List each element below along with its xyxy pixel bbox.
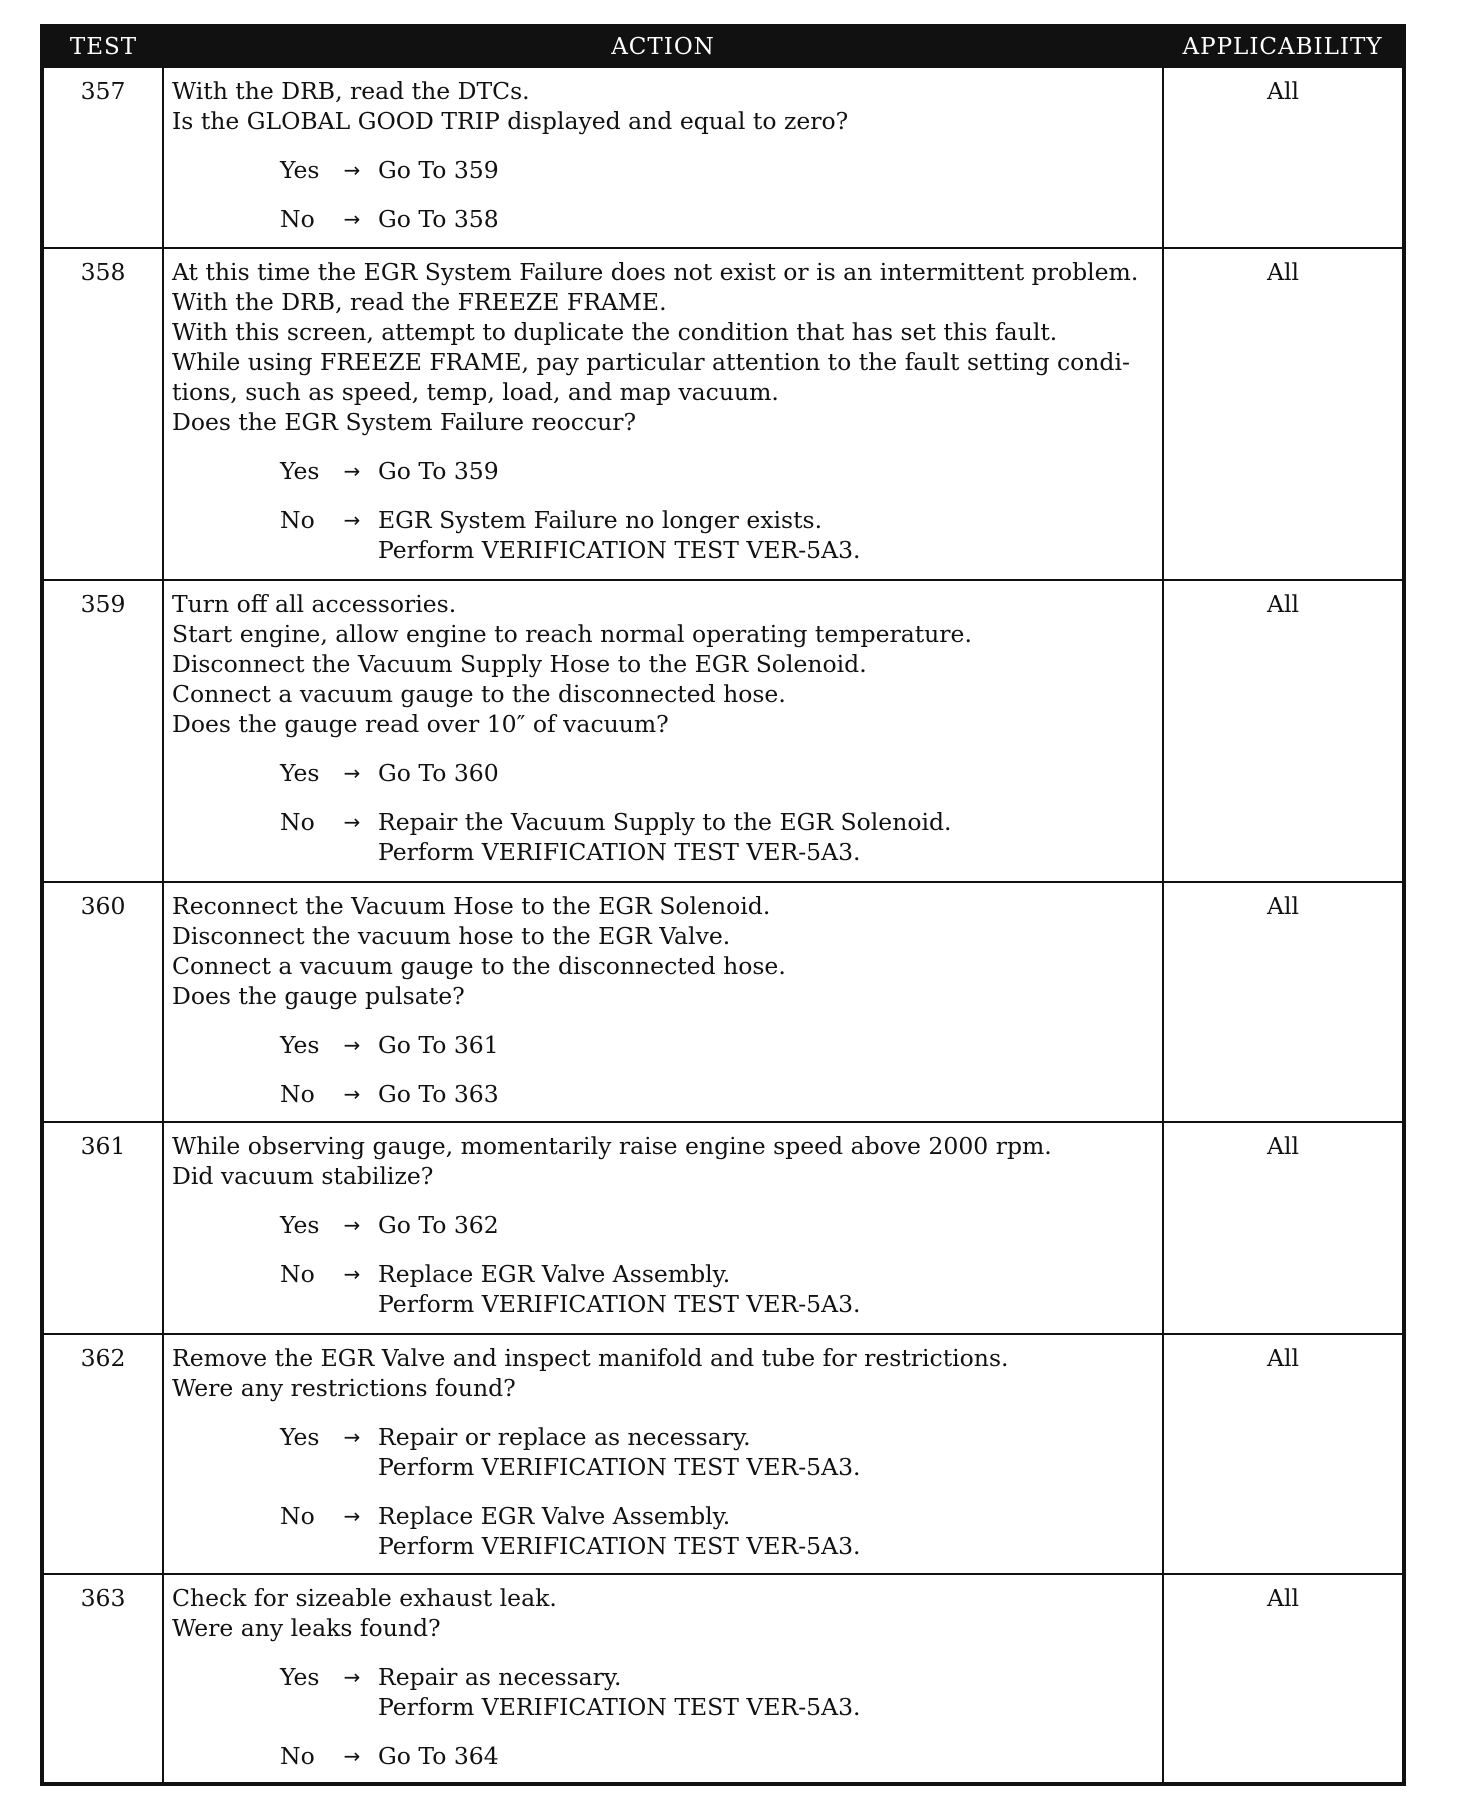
applicability-cell: All — [1163, 1574, 1404, 1784]
yes-label: Yes — [280, 1663, 320, 1691]
no-result-line: Perform VERIFICATION TEST VER-5A3. — [378, 1532, 861, 1560]
no-result-line: Go To 364 — [378, 1742, 499, 1770]
yes-result-line: Go To 359 — [378, 156, 499, 184]
yes-label: Yes — [280, 1031, 320, 1059]
instruction-line: With this screen, attempt to duplicate the condition that has set this fault. — [172, 318, 1058, 346]
no-branch — [280, 1079, 1154, 1109]
right-arrow-icon: → — [343, 158, 361, 182]
table-row — [42, 1122, 1404, 1334]
right-arrow-icon: → — [343, 508, 361, 532]
right-arrow-icon: → — [343, 207, 361, 231]
action-instructions — [172, 257, 1154, 437]
yes-branch — [280, 1662, 1154, 1722]
test-number: 363 — [42, 1574, 163, 1784]
instruction-line: tions, such as speed, temp, load, and map vacuum. — [172, 378, 779, 406]
instruction-line: With the DRB, read the DTCs. — [172, 77, 530, 105]
header-test: TEST — [42, 26, 163, 67]
header-applicability: APPLICABILITY — [1163, 26, 1404, 67]
no-result-line: Perform VERIFICATION TEST VER-5A3. — [378, 536, 861, 564]
no-result — [378, 807, 1154, 867]
no-branch — [280, 1259, 1154, 1319]
no-result-line: Go To 363 — [378, 1080, 499, 1108]
instruction-line: Does the EGR System Failure reoccur? — [172, 408, 637, 436]
action-instructions — [172, 891, 1154, 1011]
applicability-cell: All — [1163, 882, 1404, 1122]
no-branch — [280, 505, 1154, 565]
instruction-line: Did vacuum stabilize? — [172, 1162, 434, 1190]
no-result-line: Perform VERIFICATION TEST VER-5A3. — [378, 1290, 861, 1318]
test-number: 359 — [42, 580, 163, 882]
no-result-line: EGR System Failure no longer exists. — [378, 506, 823, 534]
no-result — [378, 505, 1154, 565]
no-result — [378, 1079, 1154, 1109]
instruction-line: Does the gauge read over 10″ of vacuum? — [172, 710, 669, 738]
instruction-line: Connect a vacuum gauge to the disconnected hose. — [172, 952, 786, 980]
instruction-line: Check for sizeable exhaust leak. — [172, 1584, 557, 1612]
yes-result — [378, 1210, 1154, 1240]
action-cell — [163, 882, 1163, 1122]
test-number: 361 — [42, 1122, 163, 1334]
right-arrow-icon: → — [343, 1504, 361, 1528]
no-label: No — [280, 506, 315, 534]
test-number: 358 — [42, 248, 163, 580]
no-result — [378, 204, 1154, 234]
yes-label: Yes — [280, 1423, 320, 1451]
yes-branch — [280, 1210, 1154, 1240]
yes-result — [378, 155, 1154, 185]
no-label: No — [280, 1742, 315, 1770]
yes-result — [378, 1662, 1154, 1722]
yes-branch — [280, 1030, 1154, 1060]
instruction-line: At this time the EGR System Failure does not exist or is an intermittent problem. — [172, 258, 1139, 286]
diagnostic-test-sheet — [40, 24, 1402, 1786]
right-arrow-icon: → — [343, 1425, 361, 1449]
action-cell — [163, 580, 1163, 882]
yes-result-line: Go To 361 — [378, 1031, 499, 1059]
table-body — [42, 67, 1404, 1784]
yes-result — [378, 758, 1154, 788]
instruction-line: Remove the EGR Valve and inspect manifold and tube for restrictions. — [172, 1344, 1009, 1372]
yes-result-line: Perform VERIFICATION TEST VER-5A3. — [378, 1453, 861, 1481]
action-instructions — [172, 1583, 1154, 1643]
no-result-line: Go To 358 — [378, 205, 499, 233]
no-result-line: Repair the Vacuum Supply to the EGR Solenoid. — [378, 808, 952, 836]
right-arrow-icon: → — [343, 1213, 361, 1237]
instruction-line: Disconnect the vacuum hose to the EGR Valve. — [172, 922, 731, 950]
right-arrow-icon: → — [343, 1082, 361, 1106]
applicability-cell: All — [1163, 248, 1404, 580]
instruction-line: Were any leaks found? — [172, 1614, 441, 1642]
instruction-line: Connect a vacuum gauge to the disconnected hose. — [172, 680, 786, 708]
no-label: No — [280, 1502, 315, 1530]
no-branch — [280, 1501, 1154, 1561]
right-arrow-icon: → — [343, 1262, 361, 1286]
action-instructions — [172, 1131, 1154, 1191]
no-branch — [280, 1741, 1154, 1771]
yes-result — [378, 1422, 1154, 1482]
no-branch — [280, 204, 1154, 234]
instruction-line: Were any restrictions found? — [172, 1374, 516, 1402]
right-arrow-icon: → — [343, 1665, 361, 1689]
yes-result — [378, 456, 1154, 486]
instruction-line: Disconnect the Vacuum Supply Hose to the EGR Solenoid. — [172, 650, 867, 678]
right-arrow-icon: → — [343, 459, 361, 483]
table-row — [42, 1574, 1404, 1784]
table-row — [42, 67, 1404, 248]
yes-label: Yes — [280, 457, 320, 485]
instruction-line: While using FREEZE FRAME, pay particular attention to the fault setting condi- — [172, 348, 1130, 376]
no-result-line: Perform VERIFICATION TEST VER-5A3. — [378, 838, 861, 866]
applicability-cell: All — [1163, 67, 1404, 248]
instruction-line: Start engine, allow engine to reach normal operating temperature. — [172, 620, 972, 648]
no-result — [378, 1741, 1154, 1771]
yes-branch — [280, 155, 1154, 185]
right-arrow-icon: → — [343, 1744, 361, 1768]
table-row — [42, 882, 1404, 1122]
yes-result-line: Perform VERIFICATION TEST VER-5A3. — [378, 1693, 861, 1721]
action-cell — [163, 1122, 1163, 1334]
yes-label: Yes — [280, 1211, 320, 1239]
yes-result-line: Go To 359 — [378, 457, 499, 485]
yes-result-line: Go To 362 — [378, 1211, 499, 1239]
instruction-line: With the DRB, read the FREEZE FRAME. — [172, 288, 667, 316]
action-cell — [163, 1574, 1163, 1784]
no-branch — [280, 807, 1154, 867]
no-label: No — [280, 205, 315, 233]
instruction-line: Turn off all accessories. — [172, 590, 457, 618]
right-arrow-icon: → — [343, 1033, 361, 1057]
yes-label: Yes — [280, 759, 320, 787]
no-result — [378, 1501, 1154, 1561]
yes-branch — [280, 758, 1154, 788]
action-instructions — [172, 76, 1154, 136]
action-cell — [163, 248, 1163, 580]
diagnostic-test-table — [40, 24, 1406, 1786]
test-number: 362 — [42, 1334, 163, 1574]
no-result — [378, 1259, 1154, 1319]
action-instructions — [172, 1343, 1154, 1403]
action-cell — [163, 1334, 1163, 1574]
table-header-row — [42, 26, 1404, 67]
action-instructions — [172, 589, 1154, 739]
instruction-line: Does the gauge pulsate? — [172, 982, 465, 1010]
yes-result-line: Go To 360 — [378, 759, 499, 787]
instruction-line: While observing gauge, momentarily raise engine speed above 2000 rpm. — [172, 1132, 1052, 1160]
table-row — [42, 1334, 1404, 1574]
yes-branch — [280, 1422, 1154, 1482]
table-row — [42, 248, 1404, 580]
no-result-line: Replace EGR Valve Assembly. — [378, 1502, 731, 1530]
test-number: 357 — [42, 67, 163, 248]
no-label: No — [280, 1080, 315, 1108]
test-number: 360 — [42, 882, 163, 1122]
header-action: ACTION — [163, 26, 1163, 67]
table-row — [42, 580, 1404, 882]
right-arrow-icon: → — [343, 810, 361, 834]
applicability-cell: All — [1163, 1122, 1404, 1334]
action-cell — [163, 67, 1163, 248]
instruction-line: Is the GLOBAL GOOD TRIP displayed and equal to zero? — [172, 107, 849, 135]
instruction-line: Reconnect the Vacuum Hose to the EGR Solenoid. — [172, 892, 771, 920]
no-result-line: Replace EGR Valve Assembly. — [378, 1260, 731, 1288]
applicability-cell: All — [1163, 1334, 1404, 1574]
no-label: No — [280, 808, 315, 836]
yes-branch — [280, 456, 1154, 486]
no-label: No — [280, 1260, 315, 1288]
yes-result-line: Repair as necessary. — [378, 1663, 622, 1691]
yes-label: Yes — [280, 156, 320, 184]
yes-result-line: Repair or replace as necessary. — [378, 1423, 751, 1451]
yes-result — [378, 1030, 1154, 1060]
right-arrow-icon: → — [343, 761, 361, 785]
applicability-cell: All — [1163, 580, 1404, 882]
